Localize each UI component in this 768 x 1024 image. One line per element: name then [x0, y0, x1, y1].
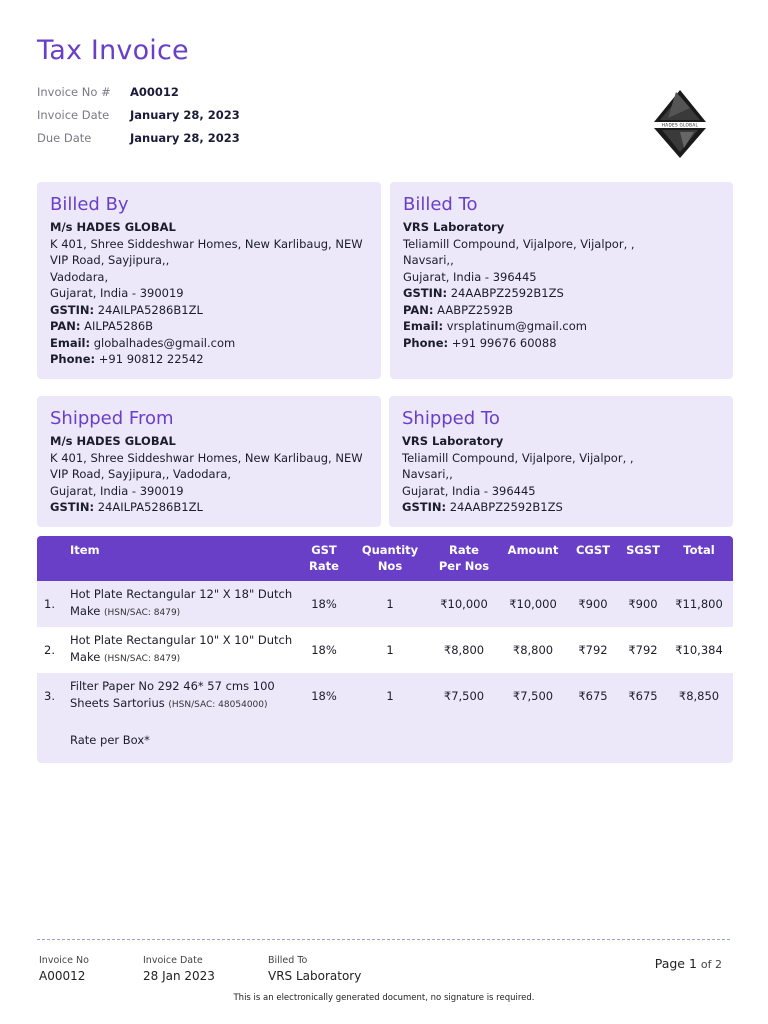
- phone-label: Phone:: [403, 335, 449, 350]
- company-logo: [650, 88, 710, 160]
- billed-to-title: Billed To: [403, 194, 478, 215]
- item-gst-rate: 18%: [311, 643, 337, 657]
- item-rate: ₹8,800: [443, 643, 485, 657]
- item-gst-rate: 18%: [311, 597, 337, 611]
- billed-to-pan: [403, 302, 721, 319]
- col-quantity: [355, 542, 425, 574]
- item-hsn: (HSN/SAC: 48054000): [168, 700, 268, 710]
- billed-by-title: Billed By: [50, 194, 129, 215]
- invoice-no-row: [37, 80, 240, 103]
- shipped-to-title: Shipped To: [402, 408, 500, 429]
- item-quantity: 1: [386, 689, 394, 703]
- item-hsn: (HSN/SAC: 8479): [103, 654, 181, 664]
- item-cgst: ₹900: [578, 597, 608, 611]
- billed-by-gstin: [50, 302, 369, 319]
- billed-to-address-line: Gujarat, India - 396445: [403, 269, 537, 284]
- email-value: vrsplatinum@gmail.com: [446, 319, 587, 333]
- billed-to-gstin: [403, 285, 721, 302]
- item-name-line: Hot Plate Rectangular 10" X 10" Dutch: [70, 633, 293, 647]
- billed-by-email: [50, 335, 369, 352]
- pan-label: PAN:: [50, 319, 81, 333]
- page-total: of 2: [700, 958, 722, 971]
- invoice-meta: [37, 80, 240, 149]
- email-value: globalhades@gmail.com: [93, 335, 236, 350]
- gstin-value: 24AILPA5286B1ZL: [97, 500, 203, 514]
- shipped-to-address-line: Teliamill Compound, Vijalpore, Vijalpor, ,: [402, 450, 634, 465]
- invoice-date-value: January 28, 2023: [130, 107, 240, 122]
- col-sgst: SGST: [626, 543, 660, 557]
- billed-to-phone: [403, 335, 721, 352]
- item-gst-rate: 18%: [311, 689, 337, 703]
- gstin-label: GSTIN:: [50, 500, 95, 514]
- footer-billed-to-label: Billed To: [268, 955, 308, 966]
- phone-value: +91 90812 22542: [98, 352, 204, 366]
- item-description: [70, 678, 302, 714]
- invoice-no-label: Invoice No #: [37, 84, 111, 99]
- due-date-label: Due Date: [37, 130, 92, 145]
- page-number: [655, 956, 722, 971]
- item-sgst: ₹792: [628, 643, 658, 657]
- shipped-to-gstin: [402, 499, 721, 516]
- item-name-line: Make: [70, 650, 101, 664]
- footer-disclaimer: This is an electronically generated document, no signature is required.: [233, 993, 535, 1003]
- page-current: Page 1: [654, 956, 697, 971]
- row-number: 3.: [44, 689, 55, 703]
- item-name-line: Make: [70, 604, 101, 618]
- shipped-to-address-line: Navsari,,: [402, 467, 453, 481]
- item-description: [70, 632, 302, 668]
- footer-billed-to: [268, 955, 361, 983]
- phone-label: Phone:: [50, 352, 96, 366]
- col-rate-line: Rate: [449, 543, 479, 557]
- item-total: ₹11,800: [675, 597, 723, 611]
- shipped-from-address-line: K 401, Shree Siddeshwar Homes, New Karlibaug, NEW: [50, 450, 363, 465]
- shipped-to-address-line: Gujarat, India - 396445: [402, 483, 536, 498]
- shipped-to-card: [389, 396, 733, 527]
- gstin-value: 24AILPA5286B1ZL: [97, 302, 203, 317]
- phone-value: +91 99676 60088: [451, 335, 557, 350]
- item-sgst: ₹900: [628, 597, 658, 611]
- pan-label: PAN:: [403, 302, 434, 317]
- item-rate: ₹7,500: [443, 689, 485, 703]
- item-quantity: 1: [386, 597, 394, 611]
- due-date-value: January 28, 2023: [130, 130, 240, 145]
- billed-by-address-line: VIP Road, Sayjipura,,: [50, 253, 170, 267]
- item-name-line: Hot Plate Rectangular 12" X 18" Dutch: [70, 587, 293, 601]
- item-cgst: ₹792: [578, 643, 608, 657]
- item-total: ₹8,850: [678, 689, 720, 703]
- col-quantity-line: Quantity: [361, 543, 419, 557]
- footer-invoice-no: [39, 955, 89, 983]
- footer-invoice-no-value: A00012: [39, 969, 86, 983]
- footer-billed-to-value: VRS Laboratory: [268, 969, 362, 983]
- item-rate: ₹10,000: [440, 597, 488, 611]
- pan-value: AABPZ2592B: [437, 302, 514, 317]
- shipped-from-address-line: VIP Road, Sayjipura,, Vadodara,: [50, 467, 232, 481]
- pan-value: AILPA5286B: [84, 319, 154, 333]
- billed-by-pan: [50, 318, 369, 335]
- gstin-value: 24AABPZ2592B1ZS: [449, 500, 563, 514]
- billed-to-address-line: Navsari,,: [403, 253, 454, 267]
- item-hsn: (HSN/SAC: 8479): [103, 608, 181, 618]
- row-number: 1.: [44, 597, 55, 611]
- item-sgst: ₹675: [628, 689, 658, 703]
- svg-text:HADES GLOBAL: HADES GLOBAL: [661, 122, 699, 128]
- shipped-from-name: M/s HADES GLOBAL: [50, 434, 176, 448]
- due-date-row: [37, 126, 240, 149]
- col-total: Total: [683, 543, 715, 557]
- billed-to-card: [390, 182, 733, 379]
- col-rate: [429, 542, 499, 574]
- invoice-date-row: [37, 103, 240, 126]
- item-cgst: ₹675: [578, 689, 608, 703]
- billed-by-address-line: Gujarat, India - 390019: [50, 286, 184, 300]
- col-rate-line: Per Nos: [438, 559, 490, 573]
- shipped-from-gstin: [50, 499, 369, 516]
- footer-invoice-date: [143, 955, 215, 983]
- table-header: [37, 536, 733, 581]
- table-row: [37, 581, 733, 627]
- billed-by-address-line: K 401, Shree Siddeshwar Homes, New Karlibaug, NEW: [50, 236, 363, 251]
- invoice-no-value: A00012: [130, 84, 179, 99]
- footer-divider: [37, 939, 730, 940]
- table-note: Rate per Box*: [70, 733, 150, 747]
- shipped-from-address-line: Gujarat, India - 390019: [50, 483, 184, 498]
- email-label: Email:: [50, 335, 91, 350]
- col-gst-rate-line: Rate: [309, 559, 339, 573]
- page-title: Tax Invoice: [37, 35, 189, 66]
- items-table: [37, 536, 733, 763]
- footer-invoice-no-label: Invoice No: [39, 955, 89, 966]
- col-gst-rate: [299, 542, 349, 574]
- billed-by-card: [37, 182, 381, 379]
- item-name-line: Sheets Sartorius: [70, 696, 165, 710]
- item-amount: ₹7,500: [512, 689, 554, 703]
- item-amount: ₹10,000: [509, 597, 557, 611]
- billed-by-address-line: Vadodara,: [50, 269, 109, 284]
- gstin-label: GSTIN:: [402, 500, 447, 514]
- email-label: Email:: [403, 319, 444, 333]
- col-amount: Amount: [507, 543, 559, 557]
- table-note-row: [37, 719, 733, 763]
- item-description: [70, 586, 302, 622]
- gstin-value: 24AABPZ2592B1ZS: [450, 286, 564, 300]
- shipped-from-title: Shipped From: [50, 408, 174, 429]
- item-name-line: Filter Paper No 292 46* 57 cms 100: [70, 679, 275, 693]
- footer-invoice-date-label: Invoice Date: [143, 955, 203, 966]
- billed-to-name: VRS Laboratory: [403, 220, 505, 234]
- item-total: ₹10,384: [675, 643, 723, 657]
- col-cgst: CGST: [575, 543, 610, 557]
- billed-by-name: M/s HADES GLOBAL: [50, 220, 176, 234]
- hades-global-logo-icon: [650, 88, 710, 160]
- table-row: [37, 673, 733, 719]
- billed-to-email: [403, 318, 721, 335]
- footer-invoice-date-value: 28 Jan 2023: [143, 969, 215, 983]
- invoice-date-label: Invoice Date: [37, 107, 110, 122]
- item-amount: ₹8,800: [512, 643, 554, 657]
- col-item: Item: [70, 543, 100, 557]
- col-quantity-line: Nos: [377, 559, 403, 573]
- gstin-label: GSTIN:: [403, 286, 448, 300]
- billed-to-address-line: Teliamill Compound, Vijalpore, Vijalpor, ,: [403, 236, 635, 251]
- col-gst-rate-line: GST: [311, 543, 337, 557]
- row-number: 2.: [44, 643, 55, 657]
- gstin-label: GSTIN:: [50, 302, 95, 317]
- shipped-to-name: VRS Laboratory: [402, 434, 504, 448]
- billed-by-phone: [50, 351, 369, 368]
- shipped-from-card: [37, 396, 381, 527]
- table-row: [37, 627, 733, 673]
- item-quantity: 1: [386, 643, 394, 657]
